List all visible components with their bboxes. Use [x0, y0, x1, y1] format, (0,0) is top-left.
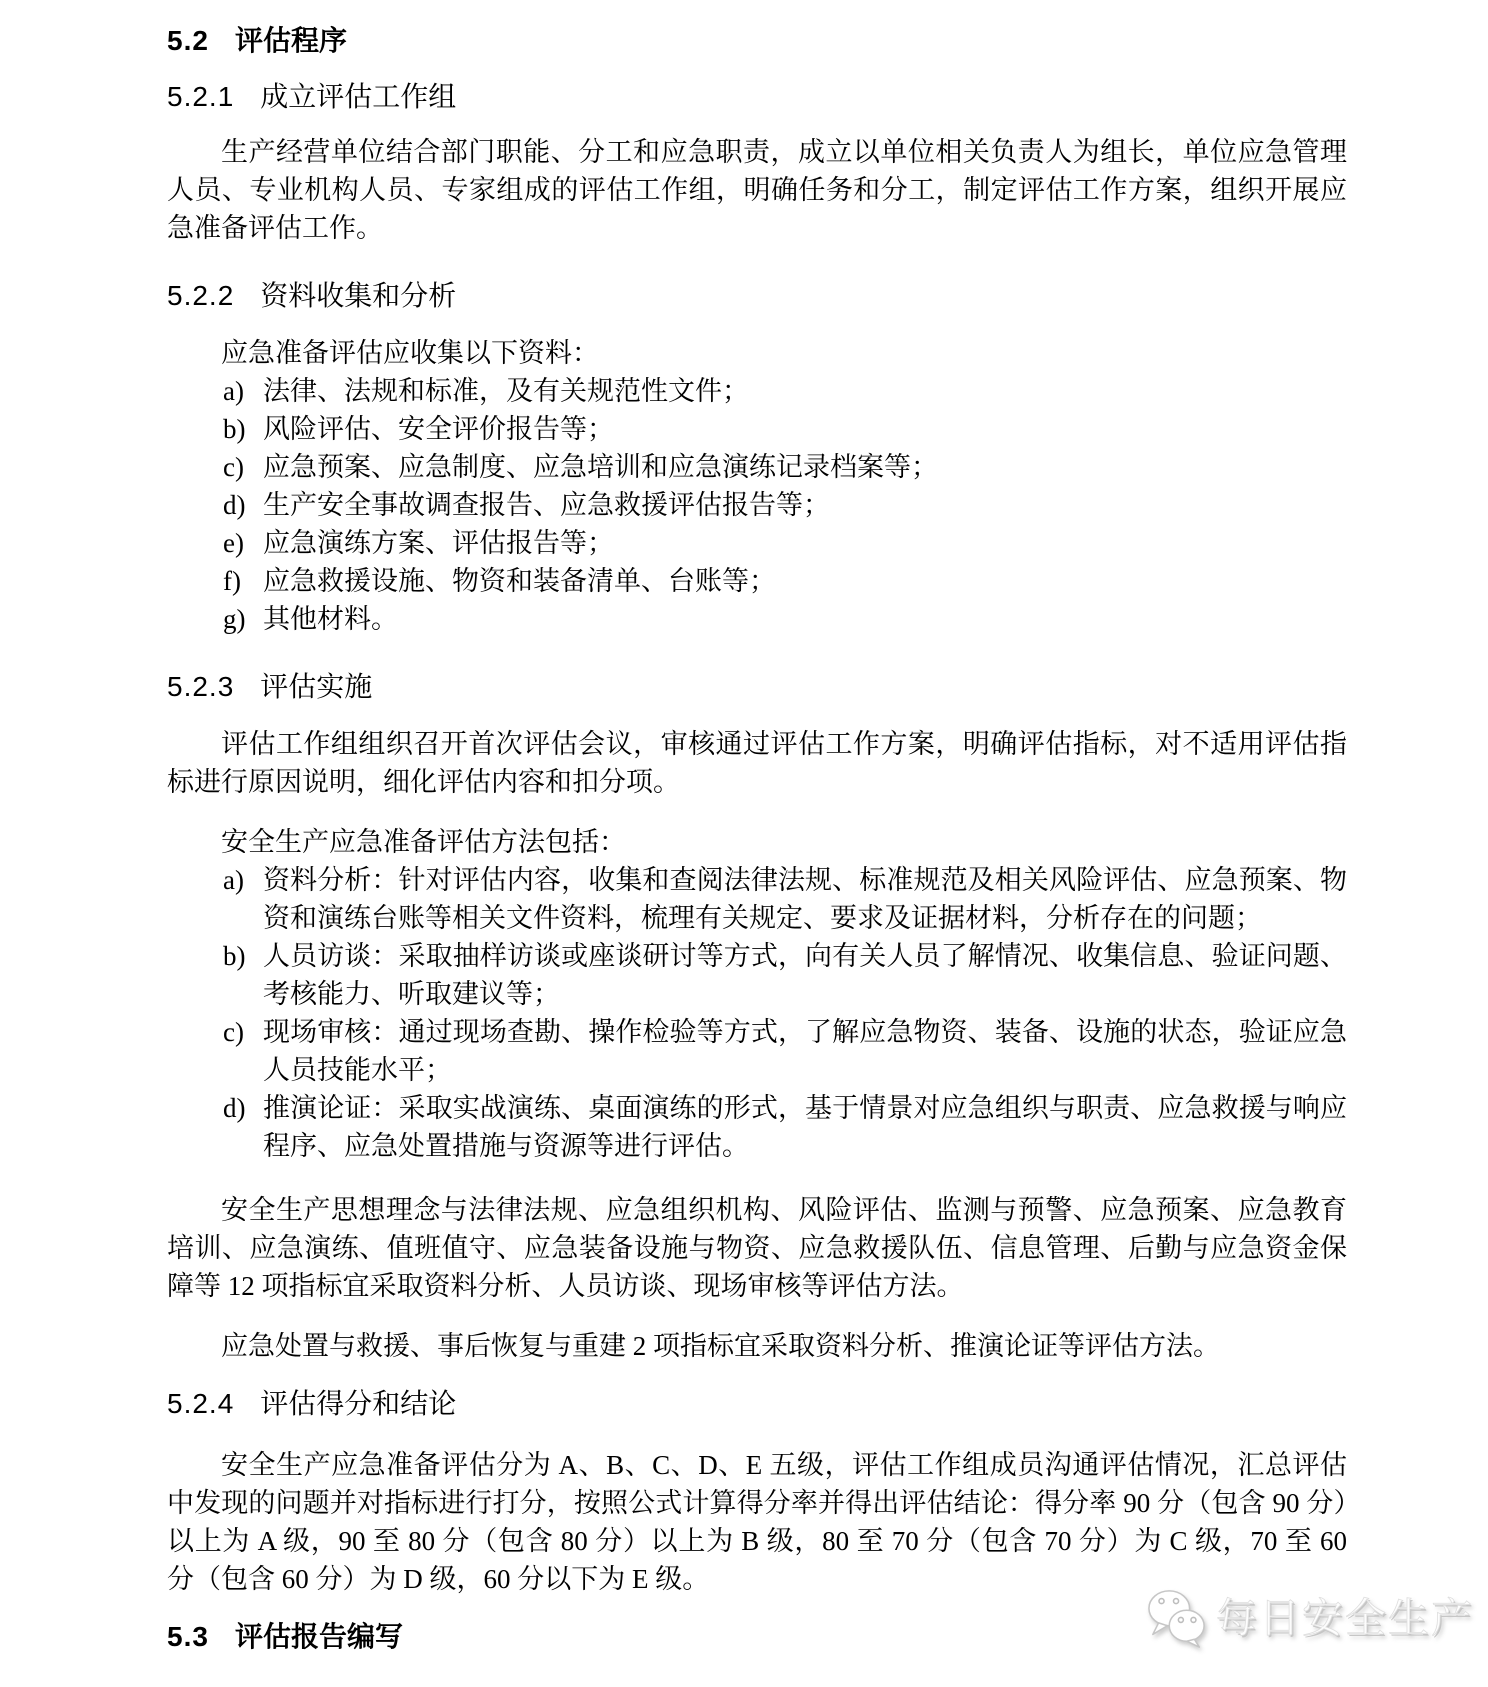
materials-list	[167, 372, 1347, 638]
clause-heading-5-2-3	[167, 668, 1347, 707]
list-text: 人员访谈：采取抽样访谈或座谈研讨等方式，向有关人员了解情况、收集信息、验证问题、考核能力、听取建议等；	[263, 941, 1347, 1009]
list-text: 其他材料。	[263, 604, 398, 634]
list-marker: g)	[223, 604, 246, 634]
list-text: 生产安全事故调查报告、应急救援评估报告等；	[263, 490, 830, 520]
list-marker: f)	[223, 566, 241, 596]
clause-title: 资料收集和分析	[260, 281, 457, 312]
list-marker: c)	[223, 452, 244, 482]
clause-title: 评估报告编写	[234, 1621, 403, 1652]
paragraph-5-2-1: 生产经营单位结合部门职能、分工和应急职责，成立以单位相关负责人为组长，单位应急管理人员、专业机构人员、专家组成的评估工作组，明确任务和分工，制定评估工作方案，组织开展应急准备评估工作。	[167, 137, 1347, 243]
list-item	[223, 486, 1347, 524]
list-text: 应急救援设施、物资和装备清单、台账等；	[263, 566, 776, 596]
methods-list	[167, 861, 1347, 1165]
paragraph-5-2-3-two-indicators: 应急处置与救援、事后恢复与重建 2 项指标宜采取资料分析、推演论证等评估方法。	[221, 1331, 1220, 1361]
list-marker: e)	[223, 528, 244, 558]
list-text: 资料分析：针对评估内容，收集和查阅法律法规、标准规范及相关风险评估、应急预案、物资和演练台账等相关文件资料，梳理有关规定、要求及证据材料，分析存在的问题；	[263, 865, 1347, 933]
list-item	[223, 1013, 1347, 1089]
watermark	[1146, 1588, 1474, 1648]
wechat-icon	[1146, 1588, 1208, 1648]
clause-heading-5-2-4	[167, 1385, 1347, 1424]
watermark-label: 每日安全生产	[1216, 1594, 1474, 1641]
paragraph-5-2-4: 安全生产应急准备评估分为 A、B、C、D、E 五级，评估工作组成员沟通评估情况，汇总评估中发现的问题并对指标进行打分，按照公式计算得分率并得出评估结论：得分率 90 分（包含 90 分）以上为 A 级，90 至 80 分（包含 80 分）以上为 B 级，80 至 70 分（包含 70 分）为 C 级，70 至 60 分（包含 60 分）为 D 级，60 分以下为 E 级。	[167, 1450, 1347, 1594]
list-text: 应急预案、应急制度、应急培训和应急演练记录档案等；	[263, 452, 938, 482]
list-text: 推演论证：采取实战演练、桌面演练的形式，基于情景对应急组织与职责、应急救援与响应程序、应急处置措施与资源等进行评估。	[263, 1093, 1347, 1161]
section-heading-5-2	[167, 22, 1347, 60]
list-item	[223, 1089, 1347, 1165]
clause-number: 5.3	[167, 1621, 209, 1652]
clause-number: 5.2.3	[167, 671, 235, 702]
list-item	[223, 562, 1347, 600]
list-text: 现场审核：通过现场查勘、操作检验等方式，了解应急物资、装备、设施的状态，验证应急人员技能水平；	[263, 1017, 1347, 1085]
paragraph-5-2-3-twelve-indicators: 安全生产思想理念与法律法规、应急组织机构、风险评估、监测与预警、应急预案、应急教育培训、应急演练、值班值守、应急装备设施与物资、应急救援队伍、信息管理、后勤与应急资金保障等 12 项指标宜采取资料分析、人员访谈、现场审核等评估方法。	[167, 1195, 1347, 1301]
list-marker: c)	[223, 1017, 244, 1047]
list-marker: d)	[223, 1093, 246, 1123]
list-item	[223, 937, 1347, 1013]
clause-heading-5-2-1	[167, 78, 1347, 117]
list-item	[223, 448, 1347, 486]
clause-number: 5.2.2	[167, 280, 235, 311]
paragraph-5-2-3-methods-intro: 安全生产应急准备评估方法包括：	[221, 827, 626, 857]
clause-number: 5.2.4	[167, 1388, 235, 1419]
paragraph-5-2-3-first: 评估工作组组织召开首次评估会议，审核通过评估工作方案，明确评估指标，对不适用评估指标进行原因说明，细化评估内容和扣分项。	[167, 729, 1347, 797]
list-marker: b)	[223, 941, 246, 971]
list-marker: a)	[223, 865, 244, 895]
clause-number: 5.2	[167, 25, 209, 56]
list-item	[223, 861, 1347, 937]
list-item	[223, 600, 1347, 638]
list-marker: a)	[223, 376, 244, 406]
clause-title: 成立评估工作组	[260, 82, 457, 113]
list-text: 风险评估、安全评价报告等；	[263, 414, 614, 444]
list-item	[223, 410, 1347, 448]
list-item	[223, 372, 1347, 410]
list-marker: b)	[223, 414, 246, 444]
list-item	[223, 524, 1347, 562]
clause-heading-5-2-2	[167, 277, 1347, 316]
paragraph-5-2-2-intro: 应急准备评估应收集以下资料：	[221, 338, 599, 368]
list-text: 应急演练方案、评估报告等；	[263, 528, 614, 558]
clause-title: 评估程序	[234, 25, 347, 56]
list-text: 法律、法规和标准，及有关规范性文件；	[263, 376, 749, 406]
clause-number: 5.2.1	[167, 81, 235, 112]
clause-title: 评估得分和结论	[260, 1389, 457, 1420]
list-marker: d)	[223, 490, 246, 520]
clause-title: 评估实施	[260, 672, 373, 703]
